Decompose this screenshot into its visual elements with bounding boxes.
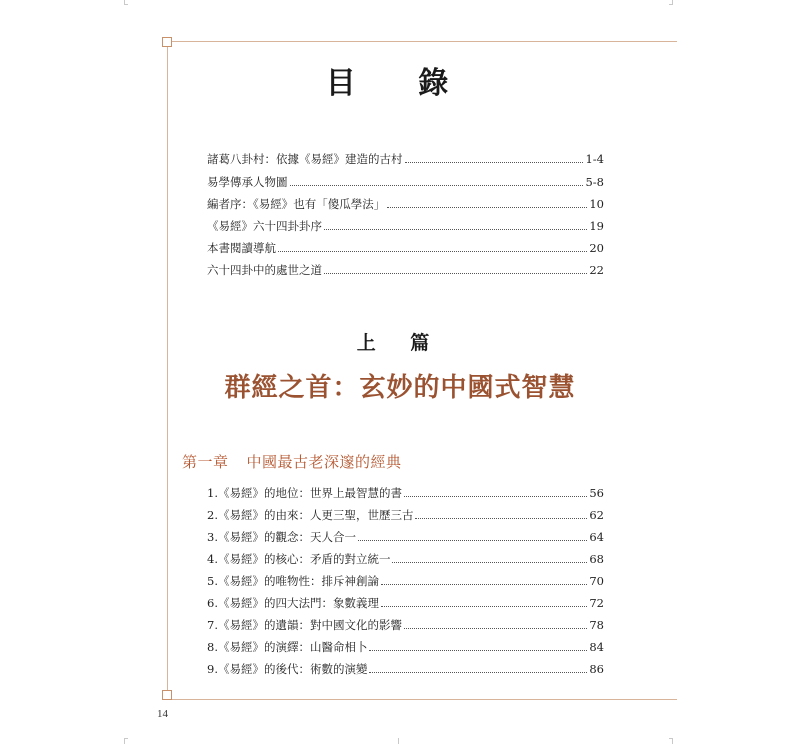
toc-entry-label: 易學傳承人物圖 — [207, 175, 288, 189]
toc-leader — [290, 185, 584, 186]
section-heading: 上 篇 — [356, 332, 444, 354]
chapter-entry-label: 2.《易經》的由來：人更三聖，世歷三古 — [207, 508, 414, 522]
toc-leader — [405, 162, 584, 163]
toc-entry-page: 20 — [589, 241, 604, 255]
toc-leader — [381, 606, 587, 607]
toc-leader — [358, 540, 587, 541]
chapter-entry-page: 70 — [589, 574, 604, 588]
toc-entry-label: 諸葛八卦村：依據《易經》建造的古村 — [207, 152, 403, 166]
crop-mark — [669, 4, 673, 5]
toc-leader — [369, 672, 587, 673]
chapter-entry[interactable] — [207, 661, 604, 677]
toc-leader — [415, 518, 587, 519]
chapter-entry[interactable] — [207, 485, 604, 501]
chapter-entry-label: 9.《易經》的後代：術數的演變 — [207, 662, 368, 676]
chapter-entry[interactable] — [207, 507, 604, 523]
chapter-entry-label: 1.《易經》的地位：世界上最智慧的書 — [207, 486, 402, 500]
chapter-entry-label: 3.《易經》的觀念：天人合一 — [207, 530, 356, 544]
chapter-entry[interactable] — [207, 529, 604, 545]
toc-entry[interactable] — [207, 240, 604, 256]
chapter-title: 中國最古老深邃的經典 — [246, 453, 402, 471]
toc-leader — [324, 273, 587, 274]
section-title: 群經之首：玄妙的中國式智慧 — [224, 373, 576, 403]
chapter-entry[interactable] — [207, 617, 604, 633]
chapter-entry-page: 68 — [589, 552, 604, 566]
chapter-entry-page: 78 — [589, 618, 604, 632]
frame-corner-square — [162, 690, 172, 700]
crop-mark — [124, 4, 128, 5]
chapter-entry[interactable] — [207, 639, 604, 655]
toc-leader — [404, 628, 587, 629]
chapter-entry-page: 56 — [589, 486, 604, 500]
toc-entry-page: 1-4 — [585, 152, 604, 166]
crop-mark — [398, 738, 399, 744]
chapter-entry-label: 6.《易經》的四大法門：象數義理 — [207, 596, 379, 610]
page-number: 14 — [157, 708, 168, 720]
toc-entry-page: 10 — [589, 197, 604, 211]
toc-leader — [369, 650, 587, 651]
chapter-entry-label: 8.《易經》的演繹：山醫命相卜 — [207, 640, 368, 654]
crop-mark — [669, 738, 673, 739]
toc-entry[interactable] — [207, 151, 604, 167]
crop-mark — [124, 738, 128, 739]
frame-top-rule — [172, 41, 677, 42]
toc-entry-label: 本書閱讀導航 — [207, 241, 276, 255]
chapter-entry[interactable] — [207, 573, 604, 589]
chapter-entry-label: 7.《易經》的遺韻：對中國文化的影響 — [207, 618, 402, 632]
toc-leader — [392, 562, 587, 563]
toc-leader — [324, 229, 587, 230]
chapter-entry[interactable] — [207, 595, 604, 611]
toc-entry-page: 5-8 — [585, 175, 604, 189]
toc-entry-label: 六十四卦中的處世之道 — [207, 263, 322, 277]
chapter-entry-label: 5.《易經》的唯物性：排斥神創論 — [207, 574, 379, 588]
frame-bottom-rule — [172, 699, 677, 700]
toc-entry[interactable] — [207, 196, 604, 212]
toc-leader — [381, 584, 587, 585]
page-title: 目 錄 — [325, 66, 475, 101]
toc-entry[interactable] — [207, 262, 604, 278]
toc-entry-page: 19 — [589, 219, 604, 233]
chapter-entry[interactable] — [207, 551, 604, 567]
toc-leader — [278, 251, 587, 252]
chapter-entry-page: 86 — [589, 662, 604, 676]
toc-leader — [387, 207, 587, 208]
toc-leader — [404, 496, 587, 497]
chapter-entry-label: 4.《易經》的核心：矛盾的對立統一 — [207, 552, 391, 566]
toc-entry[interactable] — [207, 218, 604, 234]
toc-entry-label: 《易經》六十四卦卦序 — [207, 219, 322, 233]
frame-corner-square — [162, 37, 172, 47]
chapter-entry-page: 72 — [589, 596, 604, 610]
chapter-entry-page: 64 — [589, 530, 604, 544]
chapter-entry-page: 62 — [589, 508, 604, 522]
chapter-heading — [182, 451, 402, 472]
toc-entry-page: 22 — [589, 263, 604, 277]
toc-entry-label: 編者序：《易經》也有「傻瓜學法」 — [207, 197, 386, 211]
chapter-number: 第一章 — [182, 453, 229, 471]
chapter-entry-page: 84 — [589, 640, 604, 654]
toc-entry[interactable] — [207, 174, 604, 190]
